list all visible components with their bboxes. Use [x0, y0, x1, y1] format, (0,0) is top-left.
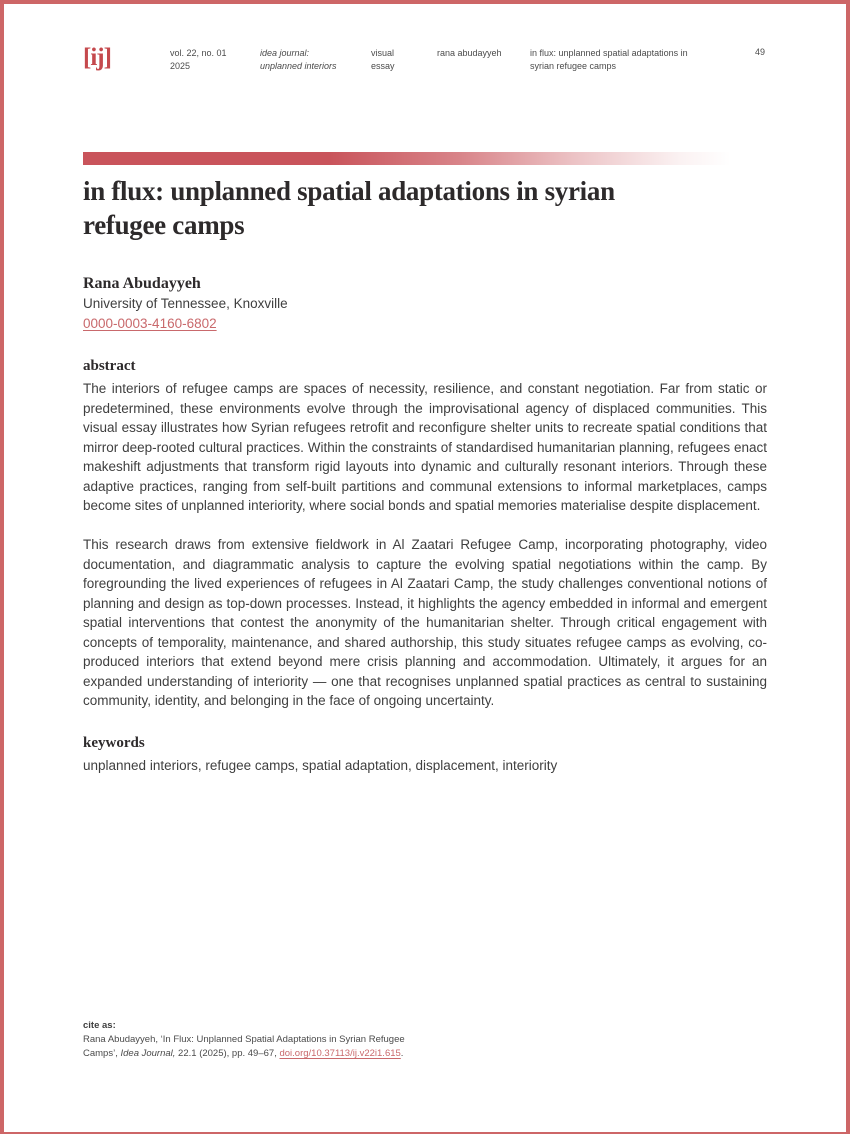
volume-line: vol. 22, no. 01 — [170, 48, 227, 58]
accent-gradient-bar — [83, 152, 731, 165]
citation-heading: cite as: — [83, 1020, 116, 1031]
doi-link[interactable]: doi.org/10.37113/ij.v22i1.615 — [279, 1048, 401, 1059]
citation-part2: 22.1 (2025), pp. 49–67, — [175, 1048, 280, 1059]
article-content — [83, 4, 767, 775]
author-affiliation: University of Tennessee, Knoxville — [83, 296, 288, 311]
article-type-line2: essay — [371, 60, 395, 71]
author-block — [83, 273, 767, 334]
keywords-text: unplanned interiors, refugee camps, spatial adaptation, displacement, interiority — [83, 757, 558, 773]
article-title-line1: in flux: unplanned spatial adaptations in syrian — [83, 176, 615, 206]
journal-logo: [ij] — [83, 44, 111, 71]
citation-block — [83, 1019, 435, 1061]
article-type-line1: visual — [371, 48, 395, 58]
journal-name-line1: idea journal: — [260, 48, 310, 58]
abstract-heading: abstract — [83, 358, 136, 374]
citation-journal-name: Idea Journal, — [120, 1048, 176, 1059]
masthead-author: rana abudayyeh — [437, 48, 502, 58]
abstract-paragraph-2: This research draws from extensive fieldwork in Al Zaatari Refugee Camp, incorporating photography, video documentation, and diagrammatic analysis to capture the evolving spatial negotiations within the camp. By foregrounding the lived experiences of refugees in Al Zaatari Camp, the study challenges conventional notions of planning and design as top-down processes. Instead, it highlights the agency embedded in informal and emergent spatial interventions that contest the anonymity of the humanitarian shelter. Through critical engagement with concepts of temporality, maintenance, and shared authorship, this study situates refugee camps as evolving, co-produced interiors that extend beyond mere crisis planning and accommodation. Ultimately, it argues for an expanded understanding of interiority — one that recognises unplanned spatial practices as central to sustaining community, identity, and belonging in the face of ongoing uncertainty. — [83, 537, 767, 708]
citation-part3: . — [400, 1048, 404, 1059]
orcid-link[interactable]: 0000-0003-4160-6802 — [83, 316, 217, 331]
article-title — [83, 174, 767, 242]
abstract-paragraph-1: The interiors of refugee camps are spaces of necessity, resilience, and constant negotiation. Far from static or predetermined, these environments evolve through the improvisational agency of displaced communities. This visual essay illustrates how Syrian refugees retrofit and reconfigure shelter units to recreate spatial conditions that mirror deep-rooted cultural practices. Within the constraints of standardised humanitarian planning, refugees enact makeshift adjustments that transform rigid layouts into dynamic and culturally resonant interiors. Through these adaptive practices, ranging from self-built partitions and communal extensions to informal marketplaces, camps become sites of unplanned interiority, where social bonds and spatial memories materialise despite displacement. — [83, 381, 767, 513]
article-title-line2: refugee camps — [83, 210, 245, 240]
page-number: 49 — [755, 47, 766, 57]
masthead-running-title: in flux: unplanned spatial adaptations in syrian refugee camps — [530, 48, 688, 71]
keywords-heading: keywords — [83, 734, 145, 751]
volume-year: 2025 — [170, 60, 191, 71]
author-name: Rana Abudayyeh — [83, 275, 201, 292]
journal-name-line2: unplanned interiors — [260, 60, 337, 71]
citation-text — [83, 1033, 435, 1061]
citation-part1: Rana Abudayyeh, ‘In Flux: Unplanned Spatial Adaptations in Syrian Refugee Camps’, — [83, 1034, 405, 1059]
